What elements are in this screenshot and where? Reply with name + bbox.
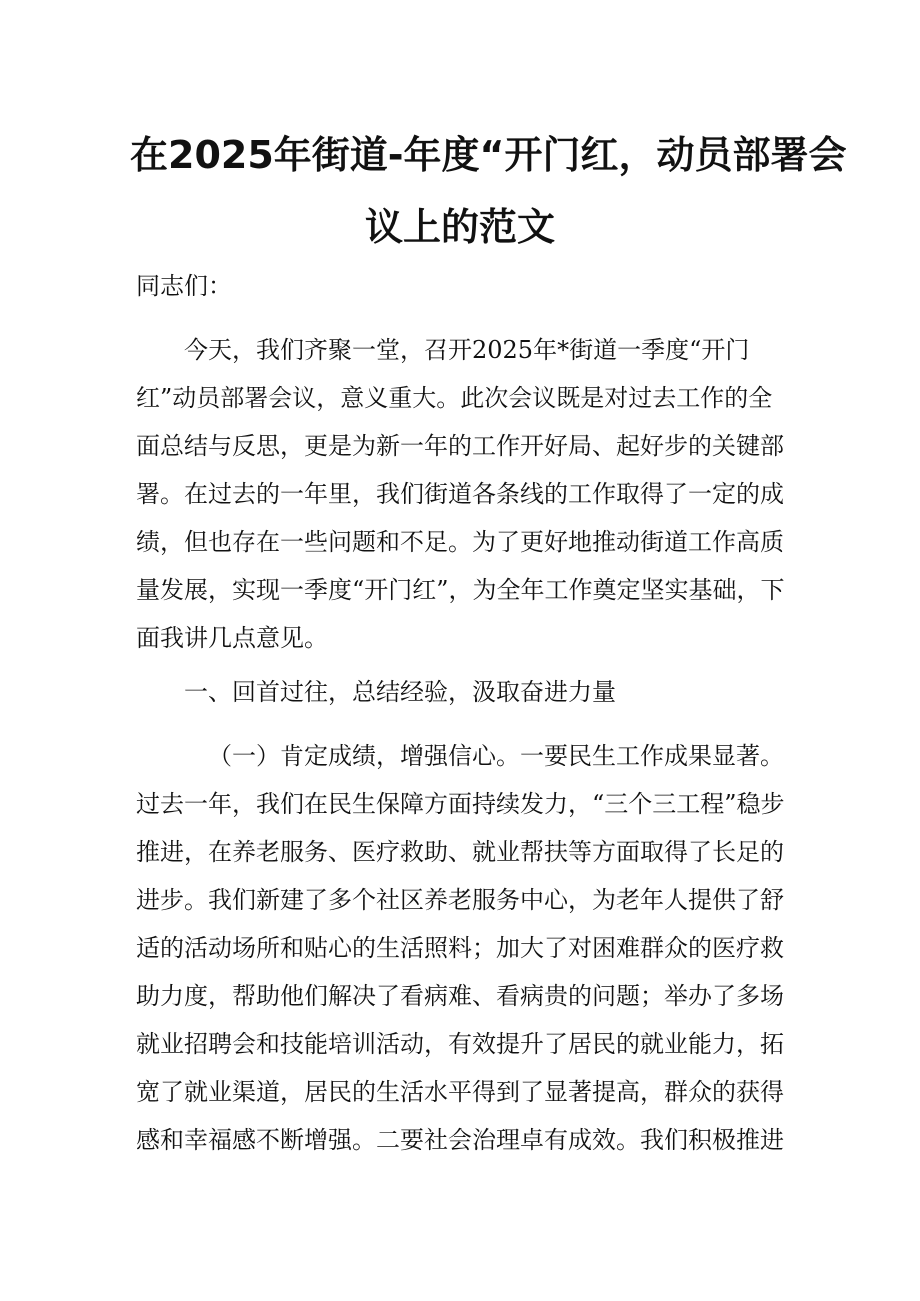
intro-paragraph: 今天，我们齐聚一堂，召开2025年*街道一季度“开门红”动员部署会议，意义重大。此次会议既是对过去工作的全面总结与反思，更是为新一年的工作开好局、起好步的关键部署。在过去的一年里，我们街道各条线的工作取得了一定的成绩，但也存在一些问题和不足。为了更好地推动街道工作高质量发展，实现一季度“开门红”，为全年工作奠定坚实基础，下面我讲几点意见。 (136, 336, 785, 652)
section-heading-1: 一、回首过往，总结经验，汲取奋进力量 (184, 678, 616, 706)
section-paragraph-1: （一）肯定成绩，增强信心。一要民生工作成果显著。过去一年，我们在民生保障方面持续发力，“三个三工程”稳步推进，在养老服务、医疗救助、就业帮扶等方面取得了长足的进步。我们新建了多个社区养老服务中心，为老年人提供了舒适的活动场所和贴心的生活照料；加大了对困难群众的医疗救助力度，帮助他们解决了看病难、看病贵的问题；举办了多场就业招聘会和技能培训活动，有效提升了居民的就业能力，拓宽了就业渠道，居民的生活水平得到了显著提高，群众的获得感和幸福感不断增强。二要社会治理卓有成效。我们积极推进 (136, 742, 785, 1154)
salutation: 同志们： (136, 272, 232, 300)
document-title-line-1: 在2025年街道-年度“开门红，动员部署会 (130, 133, 847, 177)
document-title-line-2: 议上的范文 (364, 205, 555, 249)
